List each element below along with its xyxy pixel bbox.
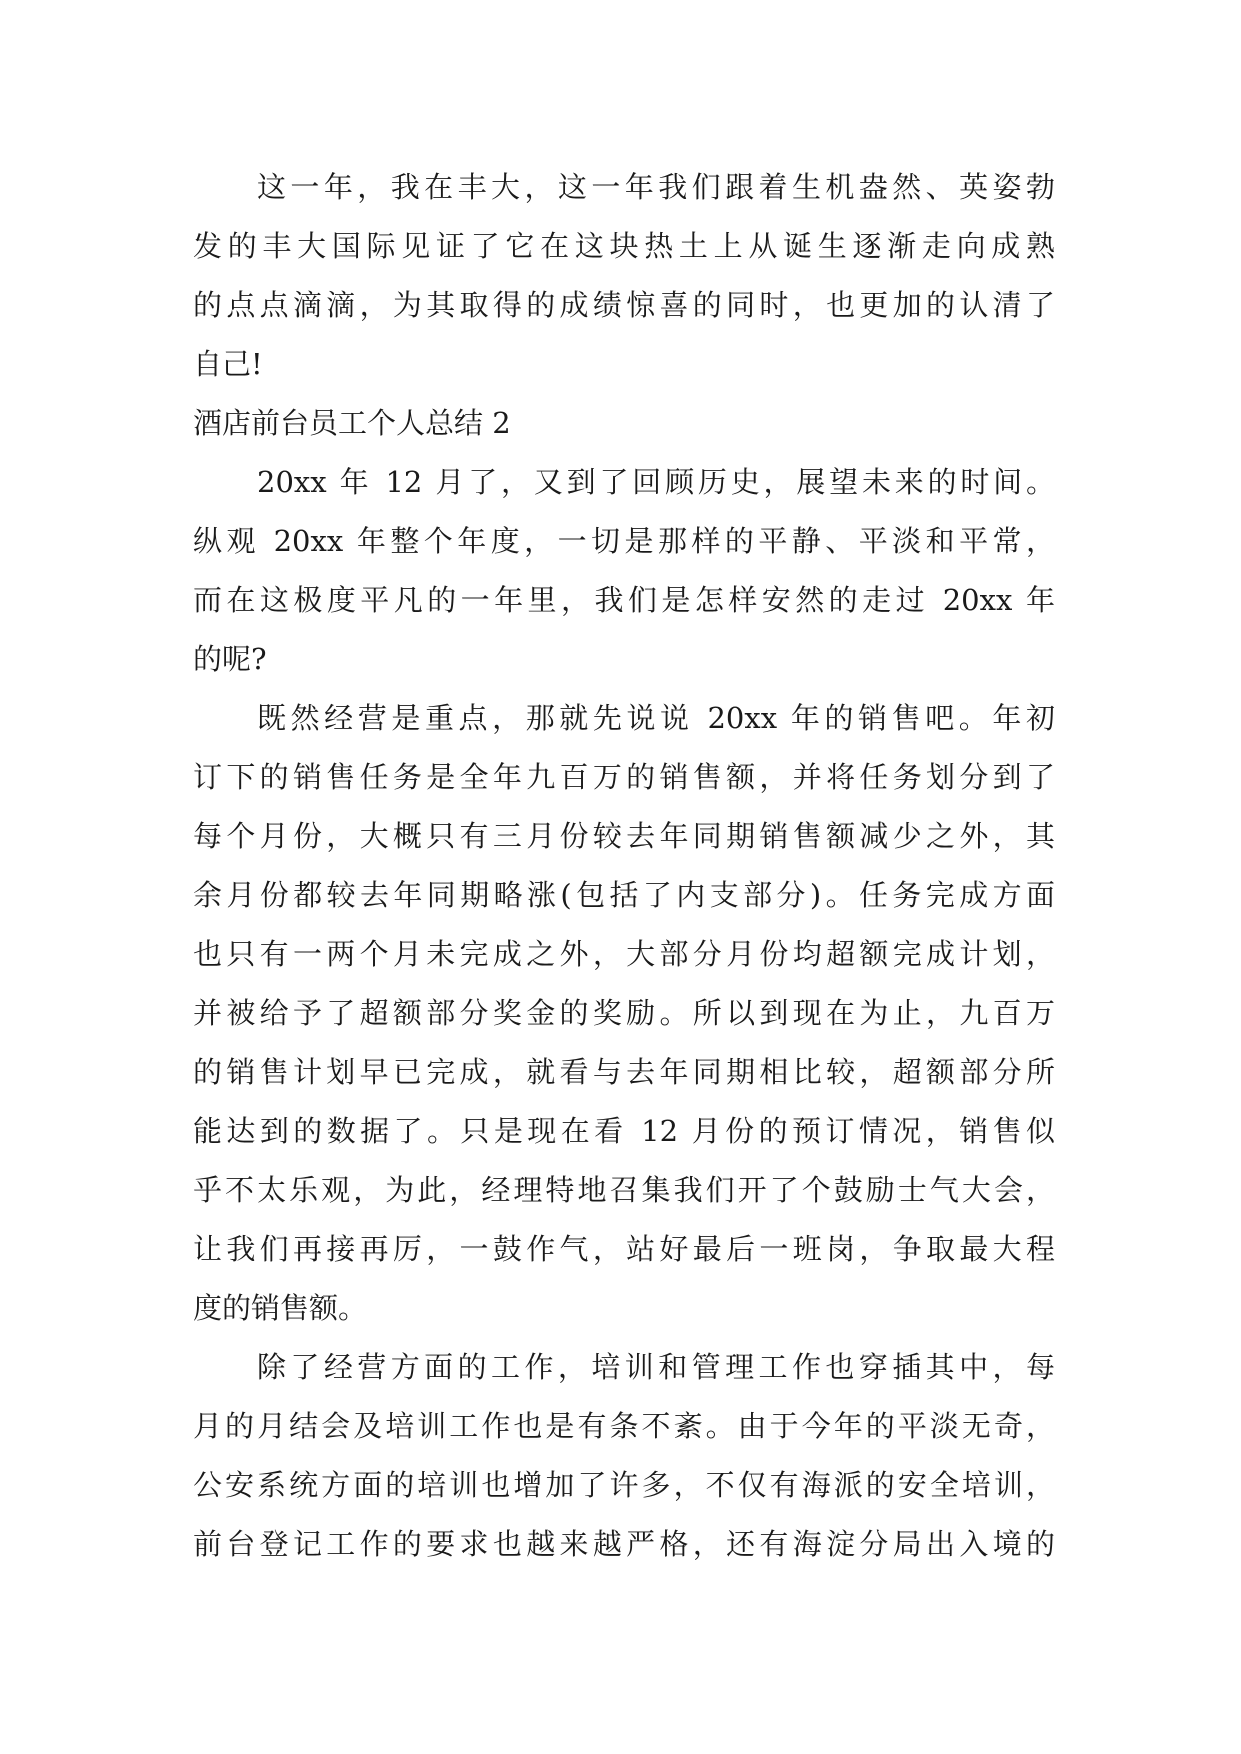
text-line: 这一年，我在丰大，这一年我们跟着生机盎然、英姿勃 xyxy=(257,170,1055,204)
text-line: 让我们再接再厉，一鼓作气，站好最后一班岗，争取最大程 xyxy=(193,1232,1055,1266)
text-line: 并被给予了超额部分奖金的奖励。所以到现在为止，九百万 xyxy=(193,996,1055,1030)
text-line: 订下的销售任务是全年九百万的销售额，并将任务划分到了 xyxy=(193,760,1055,794)
text-line: 纵观 20xx 年整个年度，一切是那样的平静、平淡和平常， xyxy=(193,524,1055,558)
text-line: 的呢? xyxy=(193,642,267,676)
text-line: 前台登记工作的要求也越来越严格，还有海淀分局出入境的 xyxy=(193,1527,1055,1561)
section-heading: 酒店前台员工个人总结 2 xyxy=(193,406,511,440)
text-line: 月的月结会及培训工作也是有条不紊。由于今年的平淡无奇， xyxy=(193,1409,1055,1443)
text-line: 余月份都较去年同期略涨(包括了内支部分)。任务完成方面 xyxy=(193,878,1055,912)
paragraph-4 xyxy=(193,1338,1055,1574)
text-line: 也只有一两个月未完成之外，大部分月份均超额完成计划， xyxy=(193,937,1055,971)
text-line: 发的丰大国际见证了它在这块热土上从诞生逐渐走向成熟 xyxy=(193,229,1055,263)
text-line: 的销售计划早已完成，就看与去年同期相比较，超额部分所 xyxy=(193,1055,1055,1089)
text-line: 乎不太乐观，为此，经理特地召集我们开了个鼓励士气大会， xyxy=(193,1173,1055,1207)
text-line: 20xx 年 12 月了，又到了回顾历史，展望未来的时间。 xyxy=(257,465,1055,499)
text-line: 而在这极度平凡的一年里，我们是怎样安然的走过 20xx 年 xyxy=(193,583,1055,617)
text-line: 的点点滴滴，为其取得的成绩惊喜的同时，也更加的认清了 xyxy=(193,288,1055,322)
text-line: 公安系统方面的培训也增加了许多，不仅有海派的安全培训， xyxy=(193,1468,1055,1502)
text-line: 自己! xyxy=(193,347,263,381)
document-body xyxy=(193,158,1055,1574)
paragraph-1 xyxy=(193,158,1055,394)
text-line: 能达到的数据了。只是现在看 12 月份的预订情况，销售似 xyxy=(193,1114,1055,1148)
text-line: 每个月份，大概只有三月份较去年同期销售额减少之外，其 xyxy=(193,819,1055,853)
paragraph-2 xyxy=(193,453,1055,689)
text-line: 除了经营方面的工作，培训和管理工作也穿插其中，每 xyxy=(257,1350,1055,1384)
paragraph-3 xyxy=(193,689,1055,1338)
text-line: 既然经营是重点，那就先说说 20xx 年的销售吧。年初 xyxy=(257,701,1055,735)
text-line: 度的销售额。 xyxy=(193,1291,368,1325)
